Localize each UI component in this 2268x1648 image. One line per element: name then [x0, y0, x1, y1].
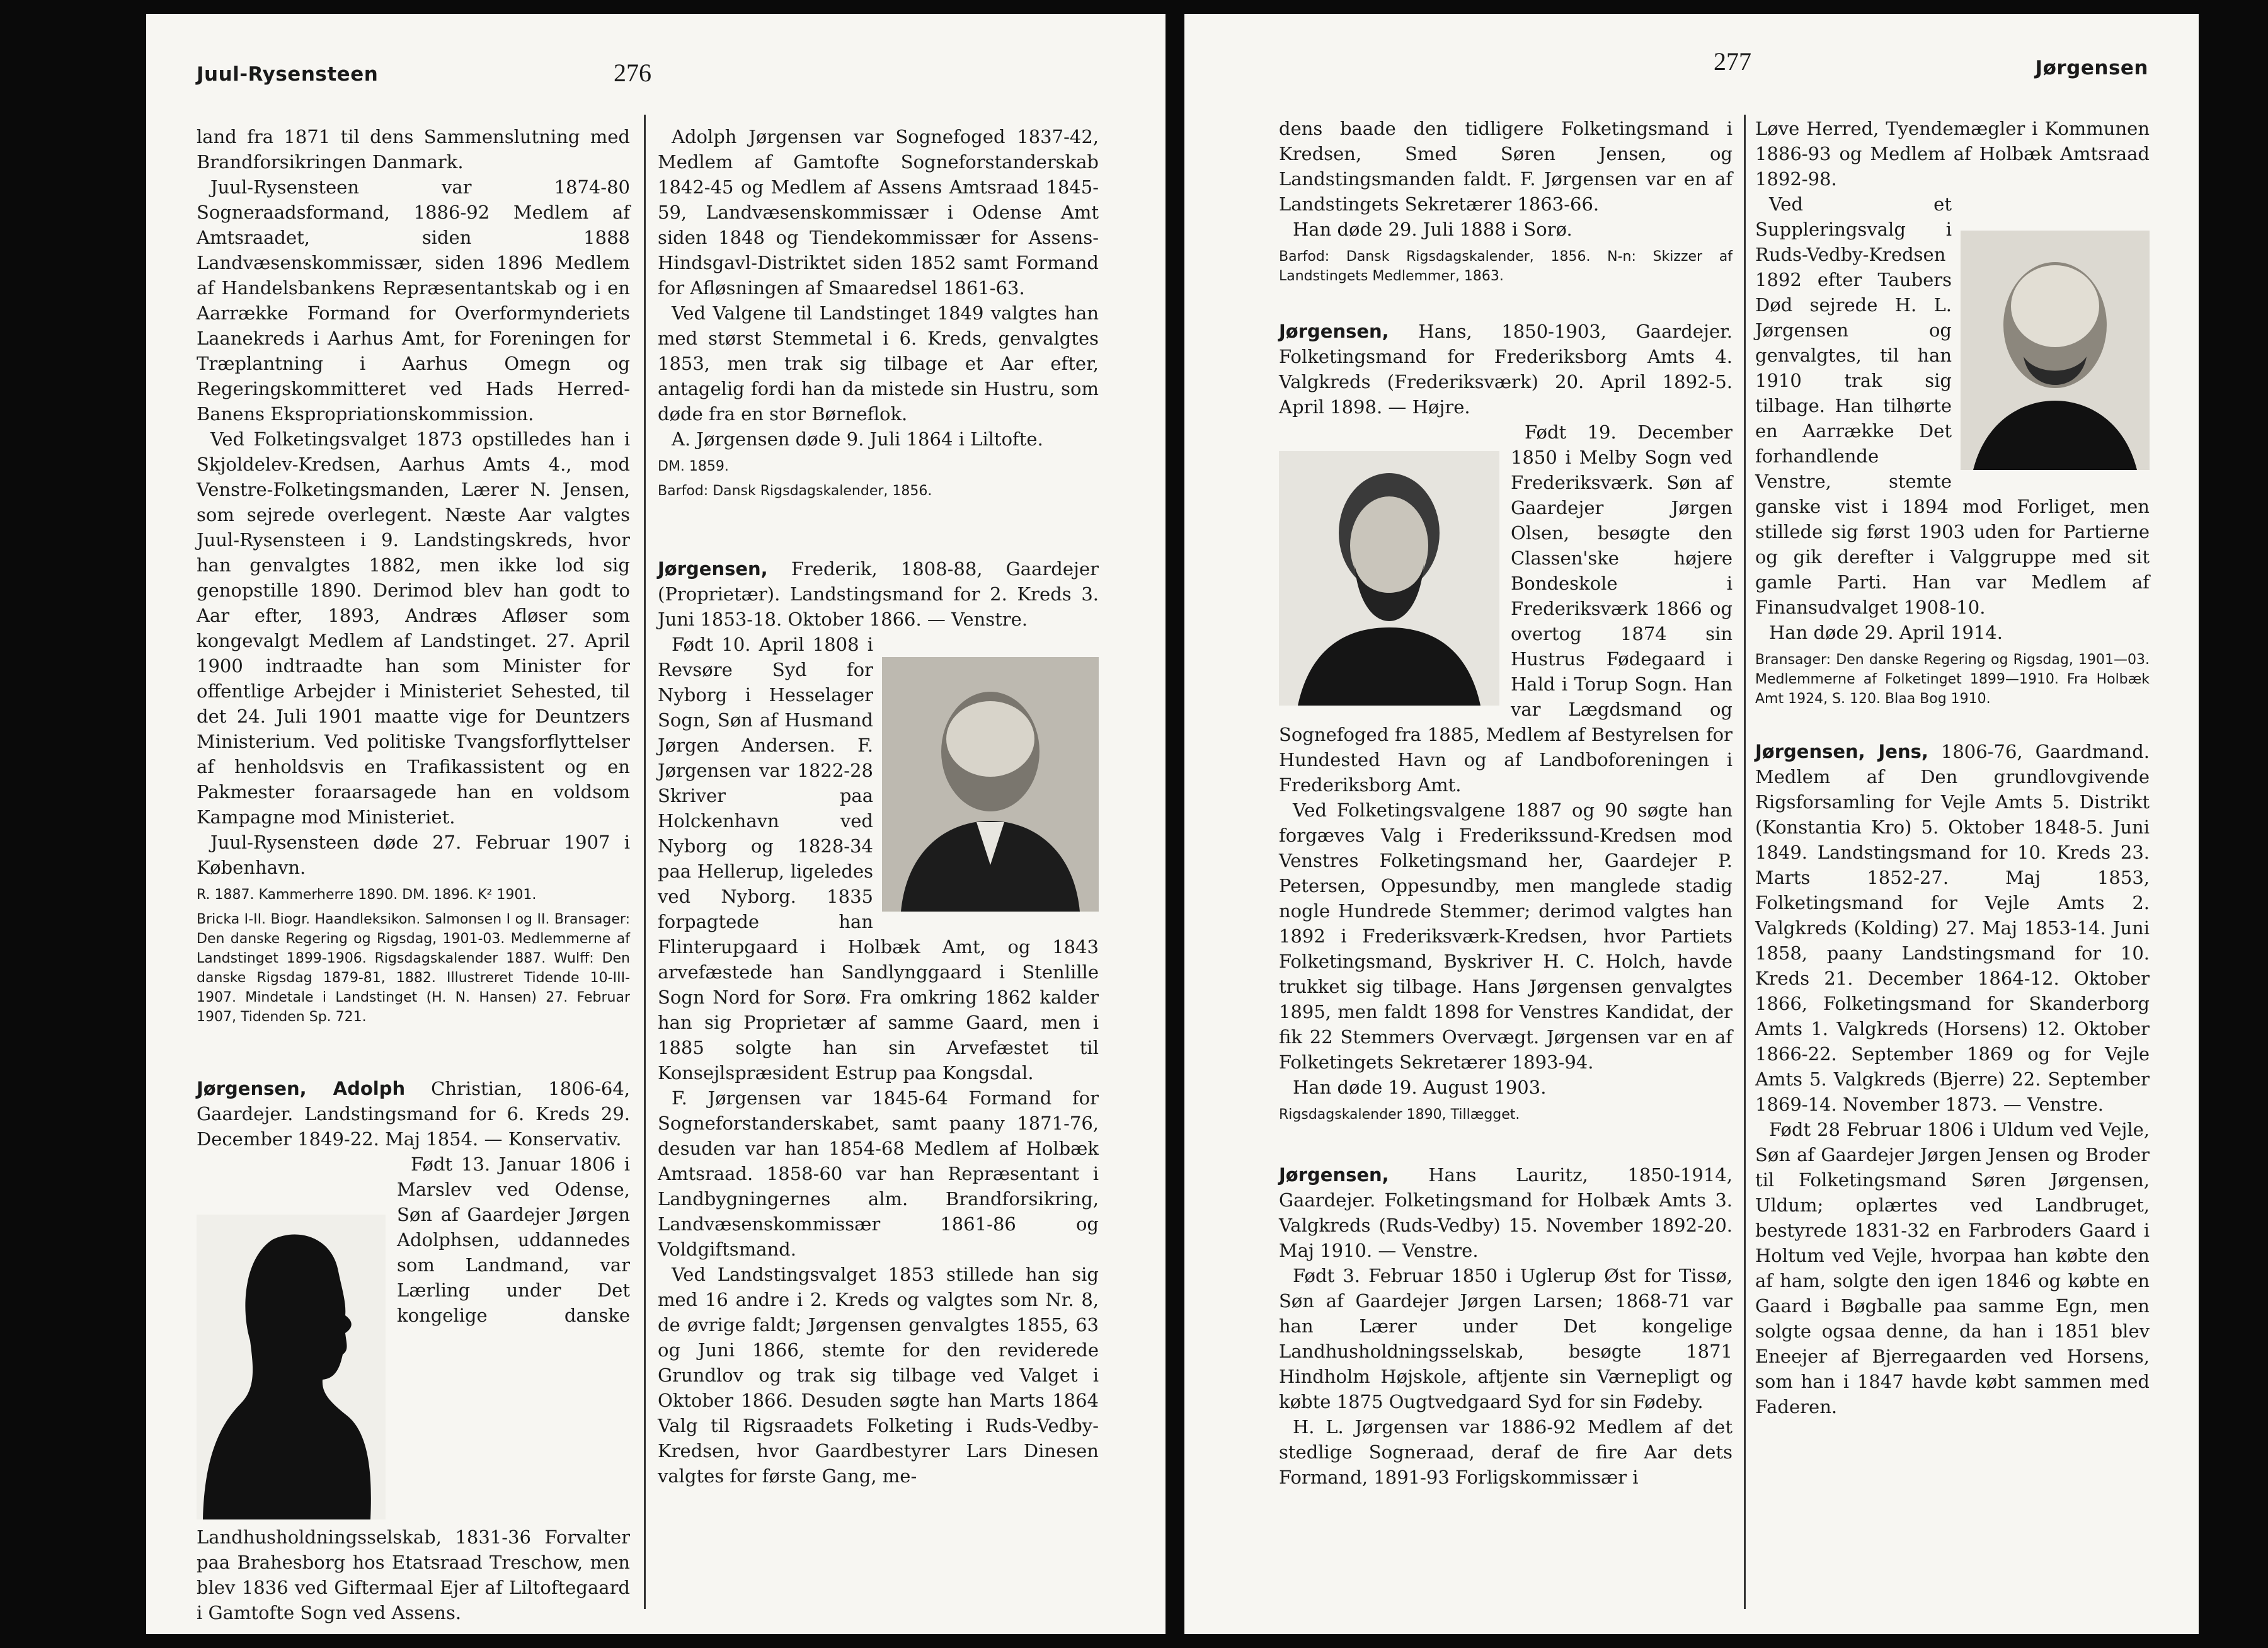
- column-rule: [1744, 115, 1746, 1609]
- entry-summary: 1850-1914, Gaardejer. Folketingsmand for Holbæk Amts 3. Valgkreds (Ruds-Vedby) 15. November 1892-20. Maj 1910. — Venstre.: [1279, 1164, 1733, 1261]
- left-column-1: [197, 124, 630, 1625]
- paragraph: Løve Herred, Tyendemægler i Kommunen 1886-93 og Medlem af Holbæk Amtsraad 1892-98.: [1755, 118, 2150, 190]
- paragraph: Ved Landstingsvalget 1853 stillede han sig med 16 andre i 2. Kreds og valgtes som Nr. 8, de øvrige faldt; Jørgensen genvalgtes 1855, 63 og Juni 1866, stemte for den reviderede Grundlov og trak sig tilbage ved Valget i Oktober 1866. Desuden søgte han Marts 1864 Valg til Rigsraadets Folketing i Ruds-Vedby-Kredsen, hvor Gaardbestyrer Lars Dinesen valgtes for første Gang, me-: [658, 1264, 1099, 1487]
- paragraph: H. L. Jørgensen var 1886-92 Medlem af det stedlige Sogneraad, deraf de fire Aar dets Formand, 1891-93 Forligskommissær i: [1279, 1416, 1732, 1488]
- entry-name: Jørgensen, Jens,: [1755, 741, 1928, 762]
- entry-summary: Christian, 1806-64, Gaardejer. Landstingsmand for 6. Kreds 29. December 1849-22. Maj 1854. — Konservativ.: [197, 1078, 630, 1150]
- paragraph: Ved Folketingsvalget 1873 opstilledes han i Skjoldelev-Kredsen, Aarhus Amts 4., mod Venstre-Folketingsmanden, Lærer N. Jensen, som sejrede overlegent. Næste Aar valgtes Juul-Rysensteen i 9. Landstingskreds, hvor han genvalgtes 1882, men ikke lod sig genopstille 1890. Derimod blev han godt to Aar efter, 1893, Andræs Afløser som kongevalgt Medlem af Landstinget. 27. April 1900 indtraadte han som Minister for offentlige Arbejder i Ministeriet Sehested, til det 24. Juli 1901 maatte vige for Deuntzers Ministerium. Ved politiske Tvangsforflyttelser af henholdsvis en Trafikassistent og en Pakmester foraarsagede han en voldsom Kampagne mod Ministeriet.: [197, 428, 630, 828]
- left-page: [146, 14, 1166, 1634]
- paragraph: Adolph Jørgensen var Sognefoged 1837-42, Medlem af Gamtofte Sogneforstanderskab 1842-45 og Medlem af Assens Amtsraad 1845-59, Landvæsenskommissær i Odense Amt siden 1848 og Tiendekommissær for Assens-Hindsgavl-Distriktet siden 1852 samt Formand for Afløsningen af Smaaredsel 1861-63.: [658, 126, 1099, 299]
- right-column-2: [1755, 116, 2150, 1419]
- left-column-2: [658, 124, 1099, 1489]
- entry-first-name: Hans Lauritz,: [1389, 1164, 1588, 1186]
- portrait-photo-hans: [1279, 451, 1499, 706]
- entry-heading-adolph: [197, 1076, 630, 1152]
- entry-summary: 1806-76, Gaardmand. Medlem af Den grundlovgivende Rigsforsamling for Vejle Amts 5. Distrikt (Konstantia Kro) 5. Oktober 1848-5. Juni 1849. Landstingsmand for 10. Kreds 23. Marts 1852-27. Maj 1853, Folketingsmand for Vejle Amts 2. Valgkreds (Kolding) 27. Maj 1853-14. Juni 1858, paany Landstingsmand for 10. Kreds 21. December 1864-12. Oktober 1866, Folketingsmand for Skanderborg Amts 1. Valgkreds (Horsens) 12. Oktober 1866-22. September 1869 og for Vejle Amts 5. Valgkreds (Bjerre) 22. September 1869-14. November 1873. — Venstre.: [1755, 741, 2150, 1115]
- column-rule: [644, 115, 646, 1609]
- reference-note: Rigsdagskalender 1890, Tillægget.: [1279, 1107, 1520, 1123]
- paragraph: Født 10. April 1808 i Revsøre Syd for Nyborg i Hesselager Sogn, Søn af Husmand Jørgen Andersen. F. Jørgensen var 1822-28 Skriver paa Holckenhavn ved Nyborg og 1828-34 paa Hellerup, ligeledes ved Nyborg. 1835 forpagtede han Flinterupgaard i Holbæk Amt, og 1843 arvefæstede han Sandlynggaard i Stenlille Sogn Nord for Sorø. Fra omkring 1862 kalder han sig Proprietær af samme Gaard, men i 1885 solgte han sin Arvefæstet til Konsejlspræsident Estrup paa Kongsdal.: [658, 634, 1099, 1084]
- paragraph: dens baade den tidligere Folketingsmand i Kredsen, Smed Søren Jensen, og Landstingsmanden faldt. F. Jørgensen var en af Landstingets Sekretærer 1863-66.: [1279, 118, 1732, 215]
- paragraph: Han døde 19. August 1903.: [1293, 1077, 1547, 1098]
- entry-first-name: Hans,: [1389, 321, 1472, 342]
- reference-note: DM. 1859.: [658, 459, 729, 474]
- paragraph: Født 28 Februar 1806 i Uldum ved Vejle, Søn af Gaardejer Jørgen Jensen og Broder til Folketingsmand Søren Jørgensen, Uldum; oplærtes ved Landbruget, bestyrede 1831-32 en Farbroders Gaard i Holtum ved Vejle, hvorpaa han købte den af ham, solgte den igen 1846 og købte en Gaard i Bøgballe paa samme Egn, men solgte ogsaa denne, da han i 1851 blev Eneejer af Bjerregaarden ved Horsens, som han i 1847 havde købt sammen med Faderen.: [1755, 1119, 2150, 1417]
- paragraph: land fra 1871 til dens Sammenslutning med Brandforsikringen Danmark.: [197, 126, 630, 173]
- paragraph: Ved Valgene til Landstinget 1849 valgtes han med størst Stemmetal i 6. Kreds, genvalgtes 1853, men trak sig tilbage et Aar efter, antagelig fordi han da mistede sin Hustru, som døde fra en stor Børneflok.: [658, 302, 1099, 425]
- paragraph: Ved et Suppleringsvalg i Ruds-Vedby-Kredsen 1892 efter Taubers Død sejrede H. L. Jørgensen og genvalgtes, til han 1910 trak sig tilbage. Han tilhørte en Aarrække Det forhandlende Venstre, stemte ganske vist i 1894 mod Forliget, men stillede sig først 1903 uden for Partierne og gik derefter i Valggruppe med sit gamle Parti. Han var Medlem af Finansudvalget 1908-10.: [1755, 193, 2150, 618]
- reference-note: Bransager: Den danske Regering og Rigsdag, 1901—03. Medlemmerne af Folketinget 1899—1910. Fra Holbæk Amt 1924, S. 120. Blaa Bog 1910.: [1755, 652, 2150, 707]
- paragraph: A. Jørgensen døde 9. Juli 1864 i Liltofte.: [672, 428, 1043, 450]
- paragraph: Juul-Rysensteen var 1874-80 Sogneraadsformand, 1886-92 Medlem af Amtsraadet, siden 1888 Landvæsenskommissær, siden 1896 Medlem af Handelsbankens Repræsentantskab og i en Aarrække Formand for Overformynderiets Laanekreds i Aarhus Amt, for Foreningen for Træplantning i Aarhus Omegn og Regeringskommitteret ved Hads Herred-Banens Ekspropriationskommission.: [197, 176, 630, 425]
- paragraph: Han døde 29. April 1914.: [1769, 622, 2003, 643]
- silhouette-portrait: [197, 1215, 386, 1519]
- page-number-right: 277: [1714, 47, 1751, 76]
- paragraph: Ved Folketingsvalgene 1887 og 90 søgte han forgæves Valg i Frederikssund-Kredsen mod Venstres Folketingsmand her, Gaardejer P. Petersen, Oppesundby, men manglede stadig nogle Hundrede Stemmer; derimod valgtes han 1892 i Frederiksværk-Kredsen, hvor Partiets Folketingsmand, Byskriver H. C. Holch, havde trukket sig tilbage. Hans Jørgensen genvalgtes 1895, men faldt 1898 for Venstres Kandidat, der fik 22 Stemmers Overvægt. Jørgensen var en af Folketingets Sekretærer 1893-94.: [1279, 799, 1732, 1073]
- reference-note: Barfod: Dansk Rigsdagskalender, 1856. N-n: Skizzer af Landstingets Medlemmer, 1863.: [1279, 249, 1732, 284]
- paragraph: Født 19. December 1850 i Melby Sogn ved Frederiksværk. Søn af Gaardejer Jørgen Olsen, besøgte den Classen'ske højere Bondeskole i Frederiksværk 1866 og overtog 1874 sin Hustrus Fødegaard i Hald i Torup Sogn. Han var Lægdsmand og Sognefoged fra 1885, Medlem af Bestyrelsen for Hundested Havn og af Landboforeningen i Frederiksborg Amt.: [1279, 421, 1732, 796]
- paragraph: F. Jørgensen var 1845-64 Formand for Sogneforstanderskabet, samt paany 1871-76, desuden var han 1854-68 Medlem af Holbæk Amtsraad. 1858-60 var han Repræsentant i Landbygningernes alm. Brandforsikring, Landvæsenskommissær 1861-86 og Voldgiftsmand.: [658, 1087, 1099, 1260]
- entry-name: Jørgensen,: [1279, 321, 1389, 342]
- entry-name: Jørgensen, Adolph: [197, 1078, 406, 1099]
- paragraph: Han døde 29. Juli 1888 i Sorø.: [1293, 219, 1572, 240]
- running-header-left: Juul-Rysensteen: [197, 63, 379, 86]
- running-header-right: Jørgensen: [2035, 57, 2148, 79]
- entry-name: Jørgensen,: [1279, 1164, 1389, 1186]
- entry-summary: 1850-1903, Gaardejer. Folketingsmand for Frederiksborg Amts 4. Valgkreds (Frederiksværk) 20. April 1892-5. April 1898. — Højre.: [1279, 321, 1732, 418]
- page-number-left: 276: [614, 59, 651, 87]
- entry-summary: 1808-88, Gaardejer (Proprietær). Landstingsmand for 2. Kreds 3. Juni 1853-18. Oktober 1866. — Venstre.: [658, 558, 1099, 630]
- paragraph: Født 13. Januar 1806 i Marslev ved Odense, Søn af Gaardejer Jørgen Adolphsen, uddannedes som Landmand, var Lærling under Det kongelige danske Landhusholdningsselskab, 1831-36 Forvalter paa Brahesborg hos Etatsraad Treschow, men blev 1836 ved Giftermaal Ejer af Liltoftegaard i Gamtofte Sogn ved Assens.: [197, 1153, 630, 1623]
- reference-note: Bricka I-II. Biogr. Haandleksikon. Salmonsen I og II. Bransager: Den danske Regering og Rigsdag, 1901-03. Medlemmerne af Landstinget 1899-1906. Rigsdagskalender 1887. Wulff: Den danske Rigsdag 1879-81, 1882. Illustreret Tidende 10-III-1907. Mindetale i Landstinget (H. N. Hansen) 27. Februar 1907, Tidenden Sp. 721.: [197, 912, 630, 1025]
- entry-heading-jens: [1755, 739, 2150, 1117]
- entry-heading-frederik: [658, 556, 1099, 632]
- entry-heading-hans-lauritz: [1279, 1162, 1732, 1263]
- portrait-photo-frederik: [882, 657, 1099, 912]
- reference-note: Barfod: Dansk Rigsdagskalender, 1856.: [658, 483, 932, 499]
- right-page: [1184, 14, 2199, 1634]
- entry-heading-hans: [1279, 319, 1732, 420]
- paragraph: Født 3. Februar 1850 i Uglerup Øst for Tissø, Søn af Gaardejer Jørgen Larsen; 1868-71 var han Lærer under Det kongelige Landhusholdningsselskab, besøgte 1871 Hindholm Højskole, aftjente sin Værnepligt og købte 1875 Ougtvedgaard Syd for sin Fødeby.: [1279, 1265, 1732, 1412]
- portrait-photo-hans-lauritz: [1961, 231, 2150, 470]
- paragraph: Juul-Rysensteen døde 27. Februar 1907 i København.: [197, 832, 630, 878]
- entry-first-name: Frederik,: [767, 558, 878, 580]
- reference-note: R. 1887. Kammerherre 1890. DM. 1896. K² 1901.: [197, 887, 537, 903]
- right-column-1: [1279, 116, 1732, 1490]
- entry-name: Jørgensen,: [658, 558, 768, 580]
